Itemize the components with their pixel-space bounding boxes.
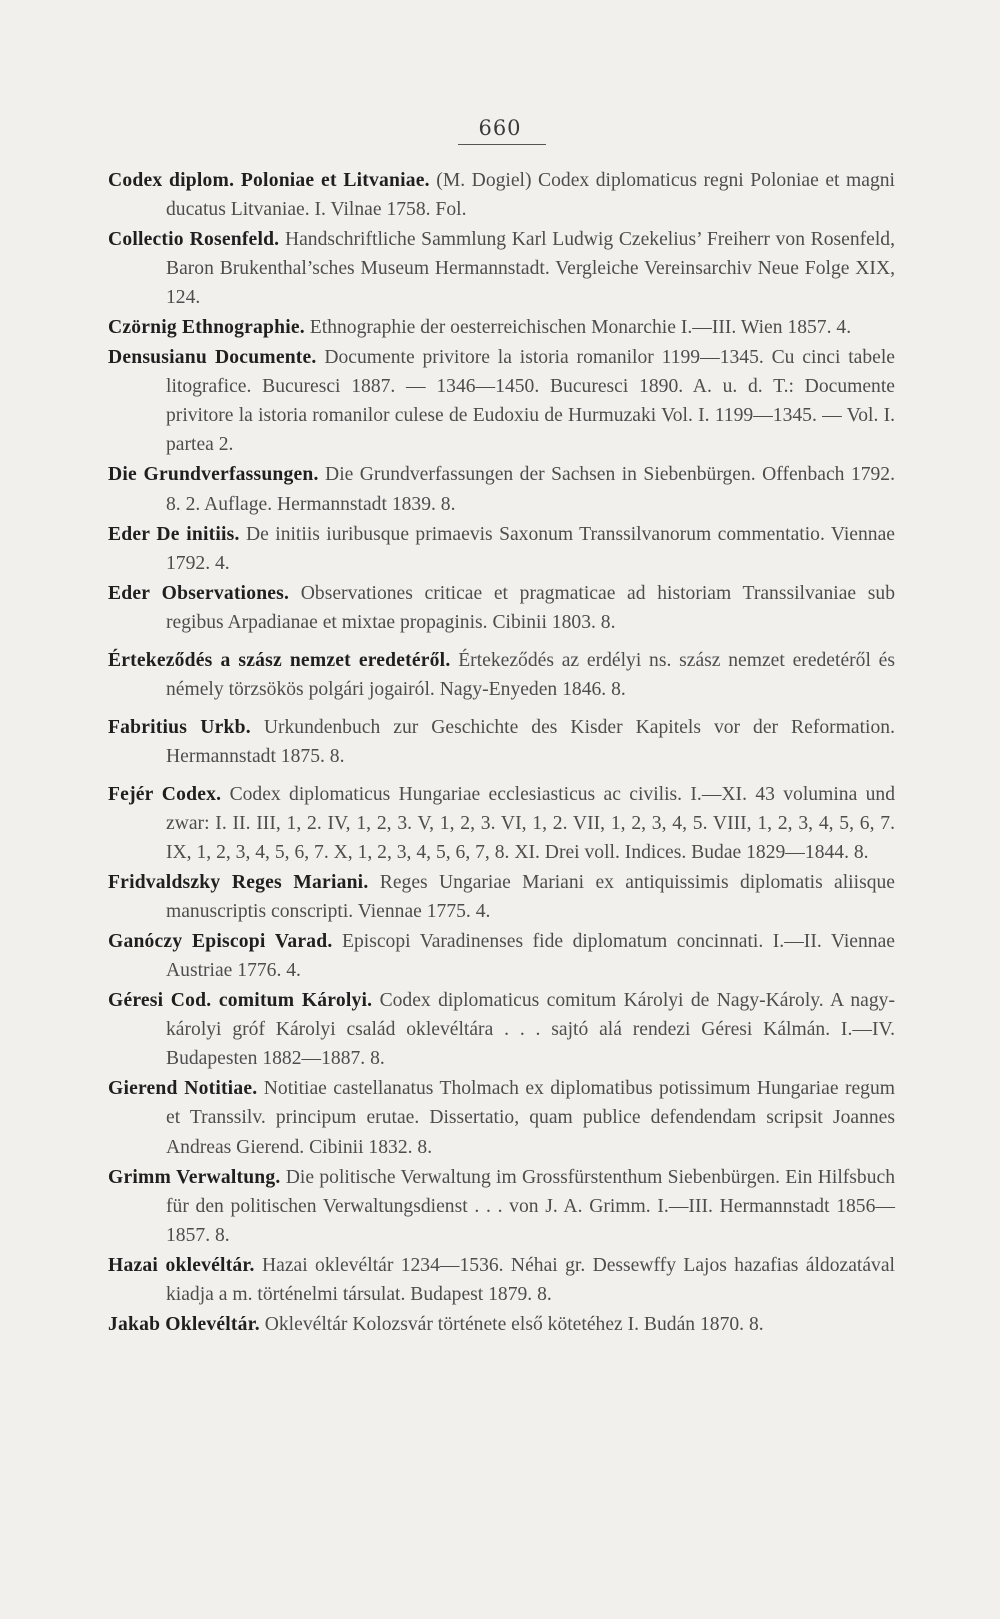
entry-abbreviation: Gierend Notitiae.	[108, 1078, 258, 1100]
entry-abbreviation: Codex diplom. Poloniae et Litvaniae.	[108, 170, 430, 191]
entry-description: Codex diplomaticus comitum Károlyi de Nagy-Károly. A nagy-károlyi gróf Károlyi család oklevéltára . . . sajtó alá rendezi Géresi Kálmán. I.—IV. Budapesten 1882—1887. 8.	[166, 990, 895, 1070]
entry-abbreviation: Fridvaldszky Reges Mariani.	[108, 872, 369, 894]
entry-abbreviation: Eder De initiis.	[108, 523, 240, 545]
bibliography-entry	[108, 986, 895, 1073]
entry-abbreviation: Géresi Cod. comitum Károlyi.	[108, 990, 373, 1012]
entry-abbreviation: Czörnig Ethnographie.	[108, 317, 305, 339]
entry-description: Die politische Verwaltung im Grossfürstenthum Siebenbürgen. Ein Hilfsbuch für den politischen Verwaltungsdienst . . . von J. A. Grimm. I.—III. Hermannstadt 1856—1857. 8.	[166, 1166, 895, 1246]
entry-abbreviation: Fabritius Urkb.	[108, 716, 251, 738]
entry-description: Hazai oklevéltár 1234—1536. Néhai gr. Dessewffy Lajos hazafias áldozatával kiadja a m. történelmi társulat. Budapest 1879. 8.	[166, 1254, 895, 1305]
bibliography-entry	[108, 225, 895, 312]
entry-description: Ethnographie der oesterreichischen Monarchie I.—III. Wien 1857. 4.	[309, 317, 852, 339]
entry-abbreviation: Eder Observationes.	[108, 582, 290, 604]
bibliography-entry	[108, 1251, 895, 1309]
bibliography-entry	[108, 780, 895, 867]
entry-description: Die Grundverfassungen der Sachsen in Siebenbürgen. Offenbach 1792. 8. 2. Auflage. Hermannstadt 1839. 8.	[166, 464, 895, 515]
bibliography-entry	[108, 579, 895, 637]
entry-description: Episcopi Varadinenses fide diplomatum concinnati. I.—II. Viennae Austriae 1776. 4.	[166, 931, 895, 982]
page-number-rule	[458, 144, 546, 145]
entry-description: Oklevéltár Kolozsvár története első kötetéhez I. Budán 1870. 8.	[264, 1313, 764, 1335]
bibliography-entry	[108, 343, 895, 459]
bibliography-entry	[108, 1310, 895, 1339]
page-number: 660	[478, 116, 522, 140]
entry-description: (M. Dogiel) Codex diplomaticus regni Poloniae et magni ducatus Litvaniae. I. Vilnae 1758. Fol.	[166, 170, 895, 221]
entry-description: Urkundenbuch zur Geschichte des Kisder Kapitels vor der Reformation. Hermannstadt 1875. 8.	[166, 716, 895, 767]
entry-abbreviation: Collectio Rosenfeld.	[108, 229, 280, 251]
entry-abbreviation: Grimm Verwaltung.	[108, 1166, 281, 1188]
bibliography-entry	[108, 166, 895, 224]
bibliography-entry	[108, 1074, 895, 1161]
entry-description: De initiis iuribusque primaevis Saxonum Transsilvanorum commentatio. Viennae 1792. 4.	[166, 523, 895, 574]
bibliography-entry	[108, 313, 895, 342]
entry-description: Értekeződés az erdélyi ns. szász nemzet eredetéről és némely törzsökös polgári jogairól. Nagy-Enyeden 1846. 8.	[166, 649, 895, 700]
entry-description: Handschriftliche Sammlung Karl Ludwig Czekelius’ Freiherr von Rosenfeld, Baron Brukenthal’sches Museum Hermannstadt. Vergleiche Vereinsarchiv Neue Folge XIX, 124.	[166, 229, 895, 309]
entry-abbreviation: Hazai oklevéltár.	[108, 1254, 255, 1276]
entry-abbreviation: Ganóczy Episcopi Varad.	[108, 931, 333, 953]
bibliography-list	[108, 166, 895, 1340]
bibliography-entry	[108, 927, 895, 985]
bibliography-entry	[108, 460, 895, 518]
entry-description: Reges Ungariae Mariani ex antiquissimis diplomatis aliisque manuscriptis conscripti. Viennae 1775. 4.	[166, 872, 895, 923]
entry-description: Codex diplomaticus Hungariae ecclesiasticus ac civilis. I.—XI. 43 volumina und zwar: I. II. III, 1, 2. IV, 1, 2, 3. V, 1, 2, 3. VI, 1, 2. VII, 1, 2, 3, 4, 5. VIII, 1, 2, 3, 4, 5, 6, 7. IX, 1, 2, 3, 4, 5, 6, 7. X, 1, 2, 3, 4, 5, 6, 7, 8. XI. Drei voll. Indices. Budae 1829—1844. 8.	[166, 783, 896, 864]
bibliography-entry	[108, 713, 895, 771]
bibliography-entry	[108, 1163, 895, 1250]
entry-description: Observationes criticae et pragmaticae ad historiam Transsilvaniae sub regibus Arpadianae et mixtae propaginis. Cibinii 1803. 8.	[166, 582, 895, 633]
bibliography-entry	[108, 868, 895, 926]
bibliography-entry	[108, 520, 895, 578]
entry-description: Documente privitore la istoria romanilor 1199—1345. Cu cinci tabele litografice. Bucuresci 1887. — 1346—1450. Bucuresci 1890. A. u. d. T.: Documente privitore la istoria romanilor culese de Eudoxiu de Hurmuzaki Vol. I. 1199—1345. — Vol. I. partea 2.	[166, 347, 895, 456]
entry-abbreviation: Jakab Oklevéltár.	[108, 1313, 260, 1335]
entry-abbreviation: Fejér Codex.	[108, 783, 222, 805]
entry-abbreviation: Densusianu Documente.	[108, 347, 317, 369]
bibliography-entry	[108, 646, 895, 704]
entry-abbreviation: Die Grundverfassungen.	[108, 464, 319, 486]
entry-description: Notitiae castellanatus Tholmach ex diplomatibus potissimum Hungariae regum et Transsilv. principum erutae. Dissertatio, quam publice defendendam scripsit Joannes Andreas Gierend. Cibinii 1832. 8.	[166, 1078, 895, 1158]
entry-abbreviation: Értekeződés a szász nemzet eredetéről.	[108, 649, 451, 671]
